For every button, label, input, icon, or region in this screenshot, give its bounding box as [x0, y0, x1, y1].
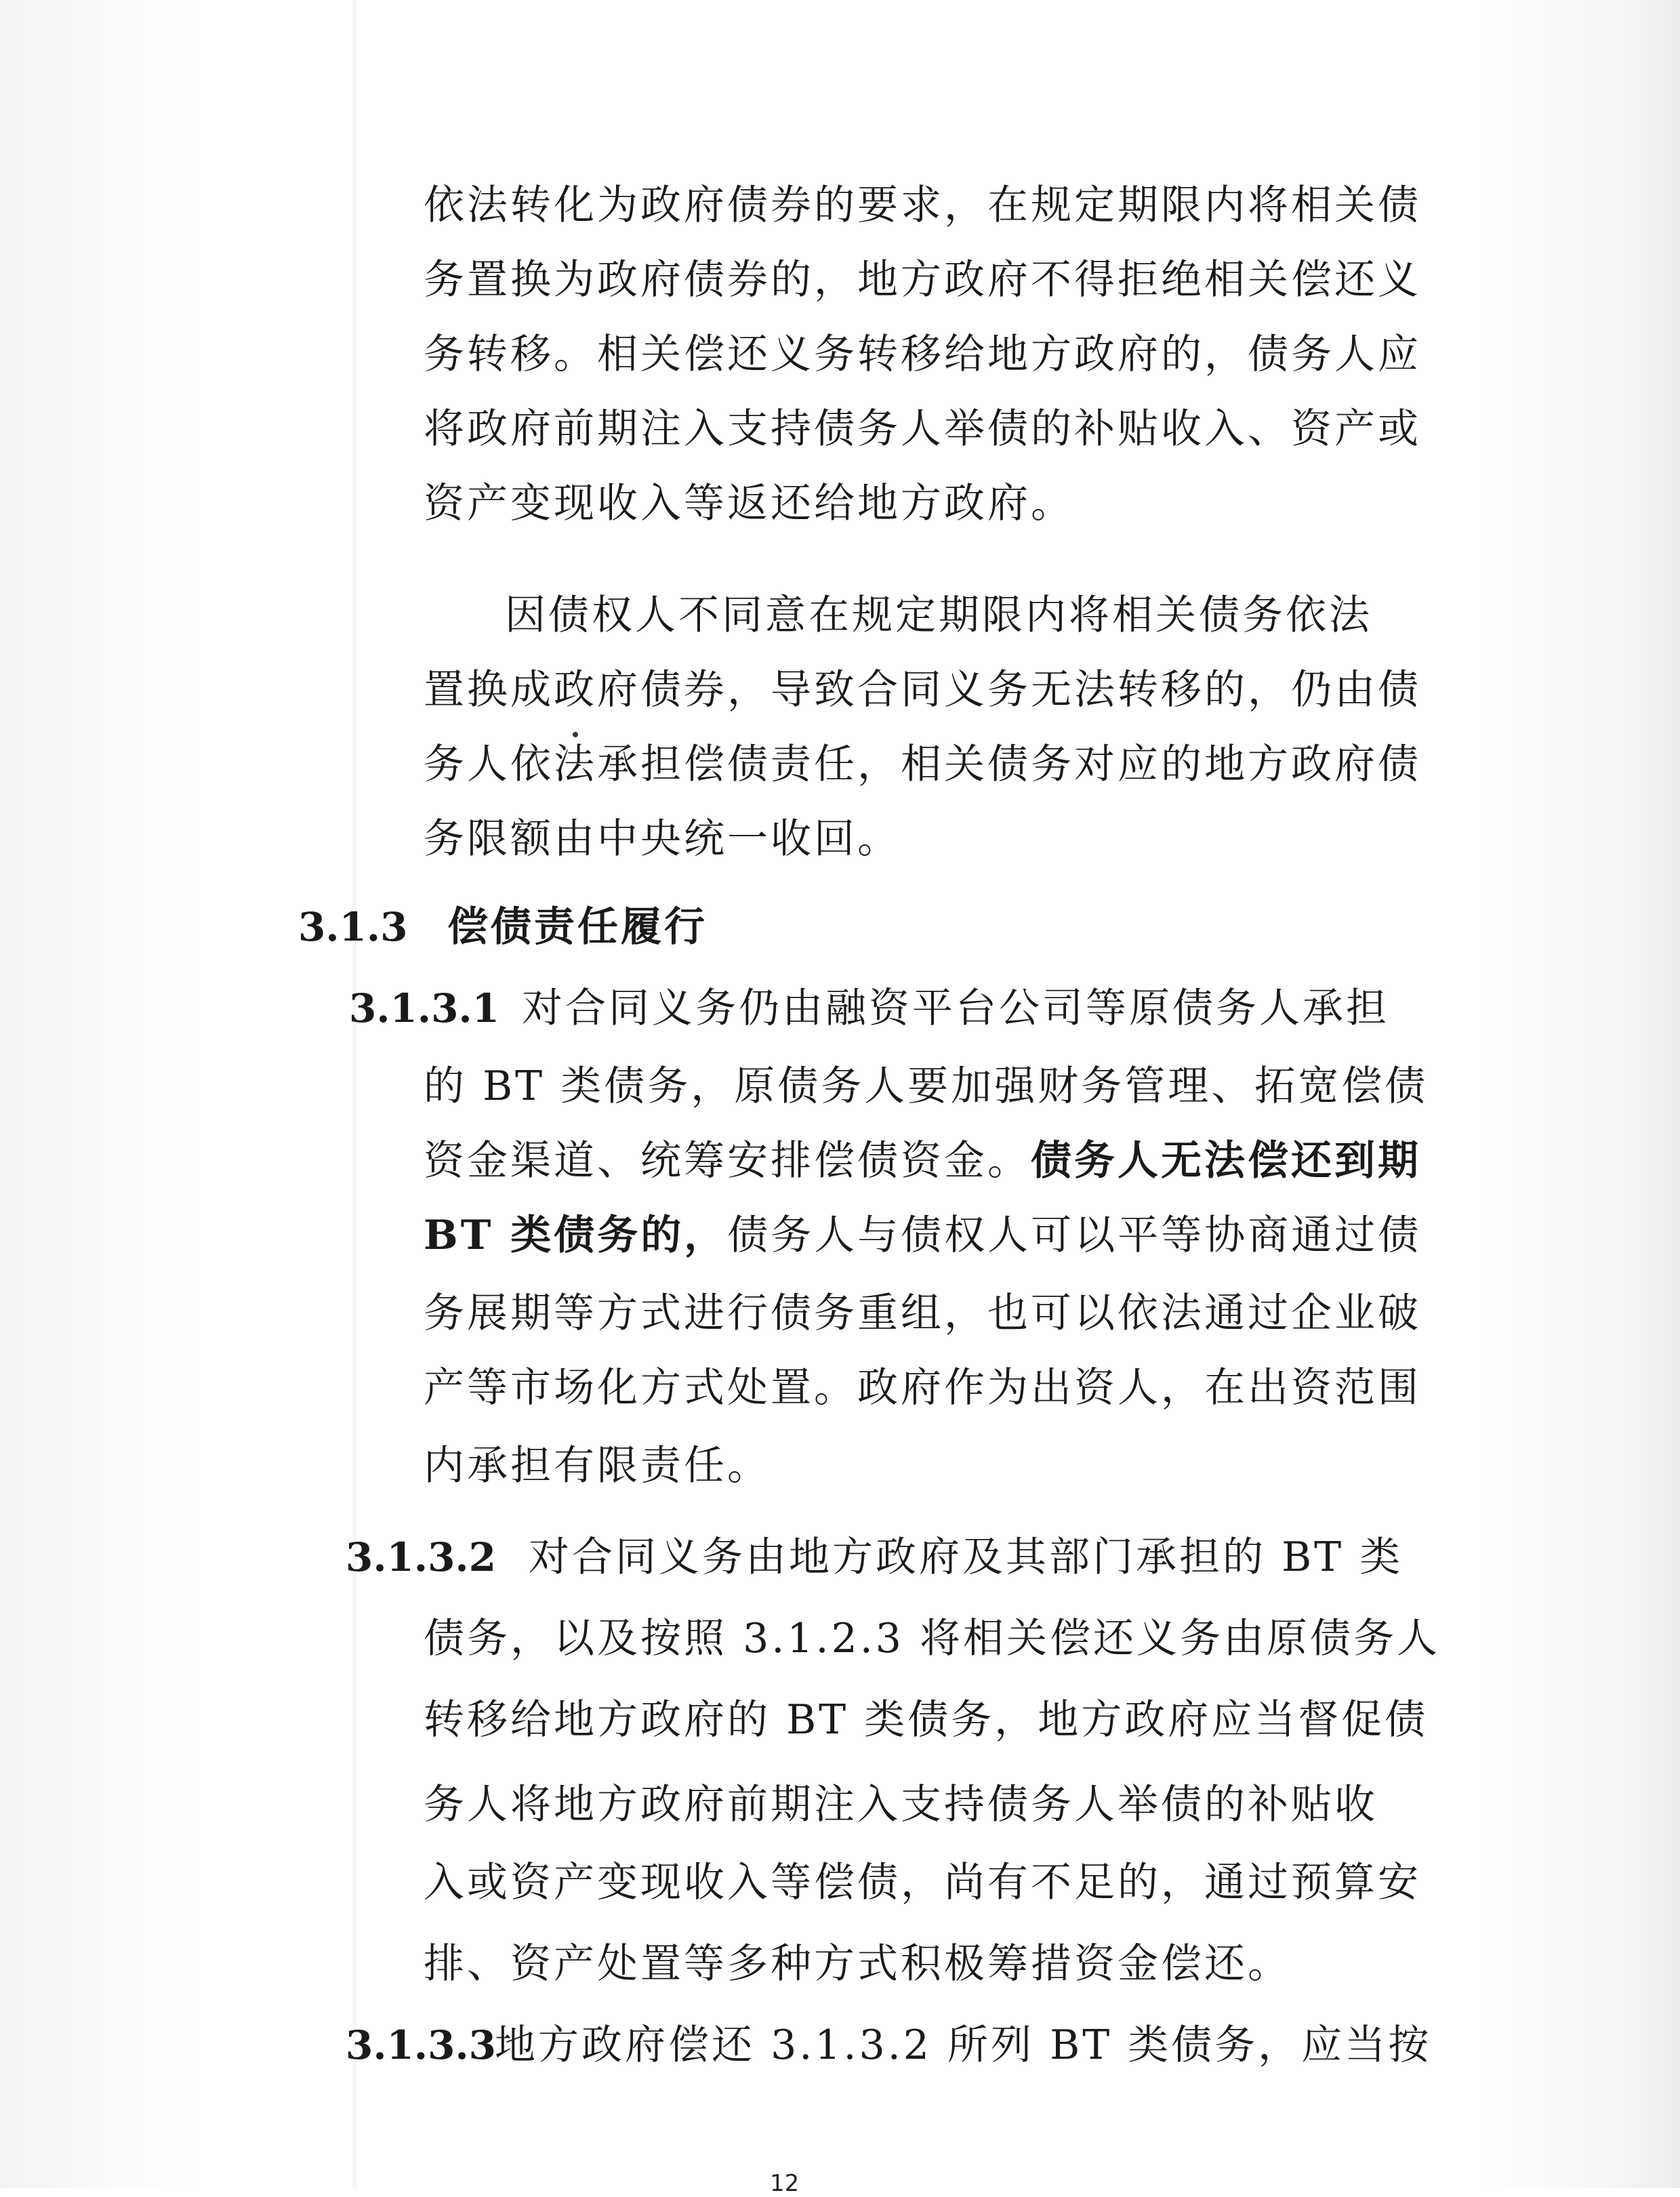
- clause-number: 3.1.3.3: [346, 2022, 497, 2068]
- text-span: 资金渠道、统筹安排偿债资金。: [424, 1137, 1031, 1185]
- scan-fold-shadow: [352, 0, 356, 2188]
- section-heading: 偿债责任履行: [447, 903, 708, 951]
- text-line: 置换成政府债券，导致合同义务无法转移的，仍由债: [424, 666, 1421, 714]
- clause-number: 3.1.3.1: [349, 985, 500, 1031]
- text-line: 务转移。相关偿还义务转移给地方政府的，债务人应: [424, 331, 1421, 378]
- text-line: 务展期等方式进行债务重组，也可以依法通过企业破: [424, 1290, 1421, 1337]
- text-line: 入或资产变现收入等偿债，尚有不足的，通过预算安: [424, 1859, 1421, 1906]
- text-line: 排、资产处置等多种方式积极筹措资金偿还。: [424, 1940, 1291, 1988]
- text-line: 地方政府偿还 3.1.3.2 所列 BT 类债务，应当按: [495, 2021, 1432, 2069]
- section-number: 3.1.3: [298, 904, 408, 950]
- text-line: 转移给地方政府的 BT 类债务，地方政府应当督促债: [424, 1696, 1429, 1744]
- text-line: 的 BT 类债务，原债务人要加强财务管理、拓宽偿债: [424, 1063, 1429, 1110]
- text-line: 内承担有限责任。: [424, 1442, 771, 1490]
- emphasis-span: 债务人无法偿还到期: [1031, 1137, 1421, 1185]
- text-span: 债务人与债权人可以平等协商通过债: [727, 1212, 1422, 1259]
- emphasis-span: BT 类债务的，: [424, 1212, 728, 1259]
- text-line: 对合同义务由地方政府及其部门承担的 BT 类: [529, 1534, 1404, 1581]
- text-line: 务人将地方政府前期注入支持债务人举债的补贴收: [424, 1781, 1378, 1828]
- text-line: 产等市场化方式处置。政府作为出资人，在出资范围: [424, 1364, 1421, 1412]
- text-line: 务人依法承担偿债责任，相关债务对应的地方政府债: [424, 741, 1421, 788]
- clause-number: 3.1.3.2: [346, 1534, 497, 1580]
- text-line: 对合同义务仍由融资平台公司等原债务人承担: [522, 985, 1389, 1032]
- text-line: 债务，以及按照 3.1.2.3 将相关偿还义务由原债务人: [424, 1615, 1441, 1662]
- text-line: [424, 1137, 1421, 1185]
- text-line: 资产变现收入等返还给地方政府。: [424, 480, 1074, 527]
- text-line: 务限额由中央统一收回。: [424, 815, 901, 863]
- page-number: 12: [770, 2170, 800, 2197]
- scan-speck: [573, 732, 578, 737]
- text-line: 务置换为政府债券的，地方政府不得拒绝相关偿还义: [424, 256, 1421, 304]
- text-line: 因债权人不同意在规定期限内将相关债务依法: [505, 592, 1372, 639]
- text-line: 依法转化为政府债券的要求，在规定期限内将相关债: [424, 182, 1421, 229]
- text-line: [424, 1212, 1422, 1259]
- text-line: 将政府前期注入支持债务人举债的补贴收入、资产或: [424, 405, 1421, 453]
